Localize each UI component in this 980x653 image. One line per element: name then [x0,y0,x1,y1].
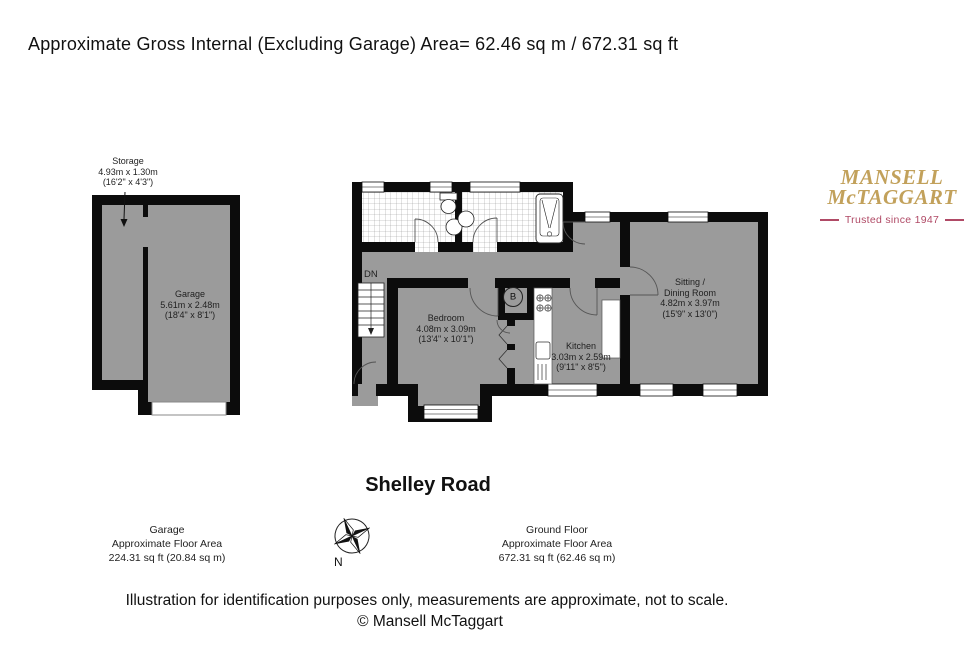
ground-floor-area-summary [499,523,616,565]
storage-metric: 4.93m x 1.30m [98,166,158,177]
compass-n-label: N [334,555,343,569]
ground-floor-area-title: Ground Floor [526,524,588,536]
bathroom-basin [458,211,474,227]
sitting-door-gap [620,267,630,295]
storage-name: Storage [112,156,144,166]
kitchen-alcove-floor [515,320,534,384]
bedroom-imperial: (13'4" x 10'1") [418,334,474,344]
logo-name-line2: McTAGGART [827,185,957,209]
logo-tagline: Trusted since 1947 [844,214,940,226]
ground-floor-area-value: 672.31 sq ft (62.46 sq m) [498,552,616,564]
logo-name-line1: MANSELL [840,165,944,189]
garage-name: Garage [174,289,206,299]
boiler-label: B [509,291,517,303]
stairs-dn-label: DN [364,269,378,280]
garage-imperial: (18'4" x 8'1") [164,310,216,320]
wardrobe-gap-1 [507,326,515,344]
kitchen-metric: 3.03m x 2.59m [551,351,611,362]
kitchen-name: Kitchen [565,341,597,351]
street-name: Shelley Road [365,474,491,496]
sitting-metric: 4.82m x 3.97m [660,298,720,308]
toilet-cistern [440,193,457,200]
garage-area-value: 224.31 sq ft (20.84 sq m) [108,552,226,564]
storage-doorway [143,217,148,247]
bay-window-glass [424,405,478,419]
bedroom-door-gap [468,278,495,288]
storage-imperial: (16'2" x 4'3") [102,177,154,187]
kitchen-door-gap [570,278,595,288]
garage-metric: 5.61m x 2.48m [160,299,220,310]
garage-area-title: Garage [149,524,185,536]
ground-floor-area-subtitle: Approximate Floor Area [501,538,613,550]
toilet-bowl [441,200,456,214]
bathroom-door-gap [473,242,497,252]
porch-step [352,396,378,406]
storage-label [98,156,158,188]
copyright-text: © Mansell McTaggart [357,613,503,630]
bedroom-label [416,313,476,345]
kitchen-imperial: (9'11" x 8'5") [556,362,606,372]
garage-area-summary [109,523,226,565]
kitchen-counter [534,288,552,384]
bedroom-name: Bedroom [427,313,465,323]
page-title: Approximate Gross Internal (Excluding Garage) Area= 62.46 sq m / 672.31 sq ft [28,34,679,54]
garage-door [152,402,226,415]
front-door-gap [358,384,376,396]
kitchen-label [551,341,611,373]
garage-label [160,289,220,321]
sitting-imperial: (15'9" x 13'0") [662,308,718,319]
staircase [358,283,384,337]
storage-floor [102,205,143,380]
disclaimer-text: Illustration for identification purposes only, measurements are approximate, not to scale. [125,592,729,609]
sitting-name-line2: Dining Room [663,287,717,298]
wc-door-gap [415,242,438,252]
sitting-dining-label [660,277,720,319]
wardrobe-gap-2 [507,350,515,368]
garage-area-subtitle: Approximate Floor Area [111,538,223,550]
sitting-name-line1: Sitting / [674,277,705,287]
kitchen-sink [536,342,550,359]
bedroom-metric: 4.08m x 3.09m [416,323,476,334]
